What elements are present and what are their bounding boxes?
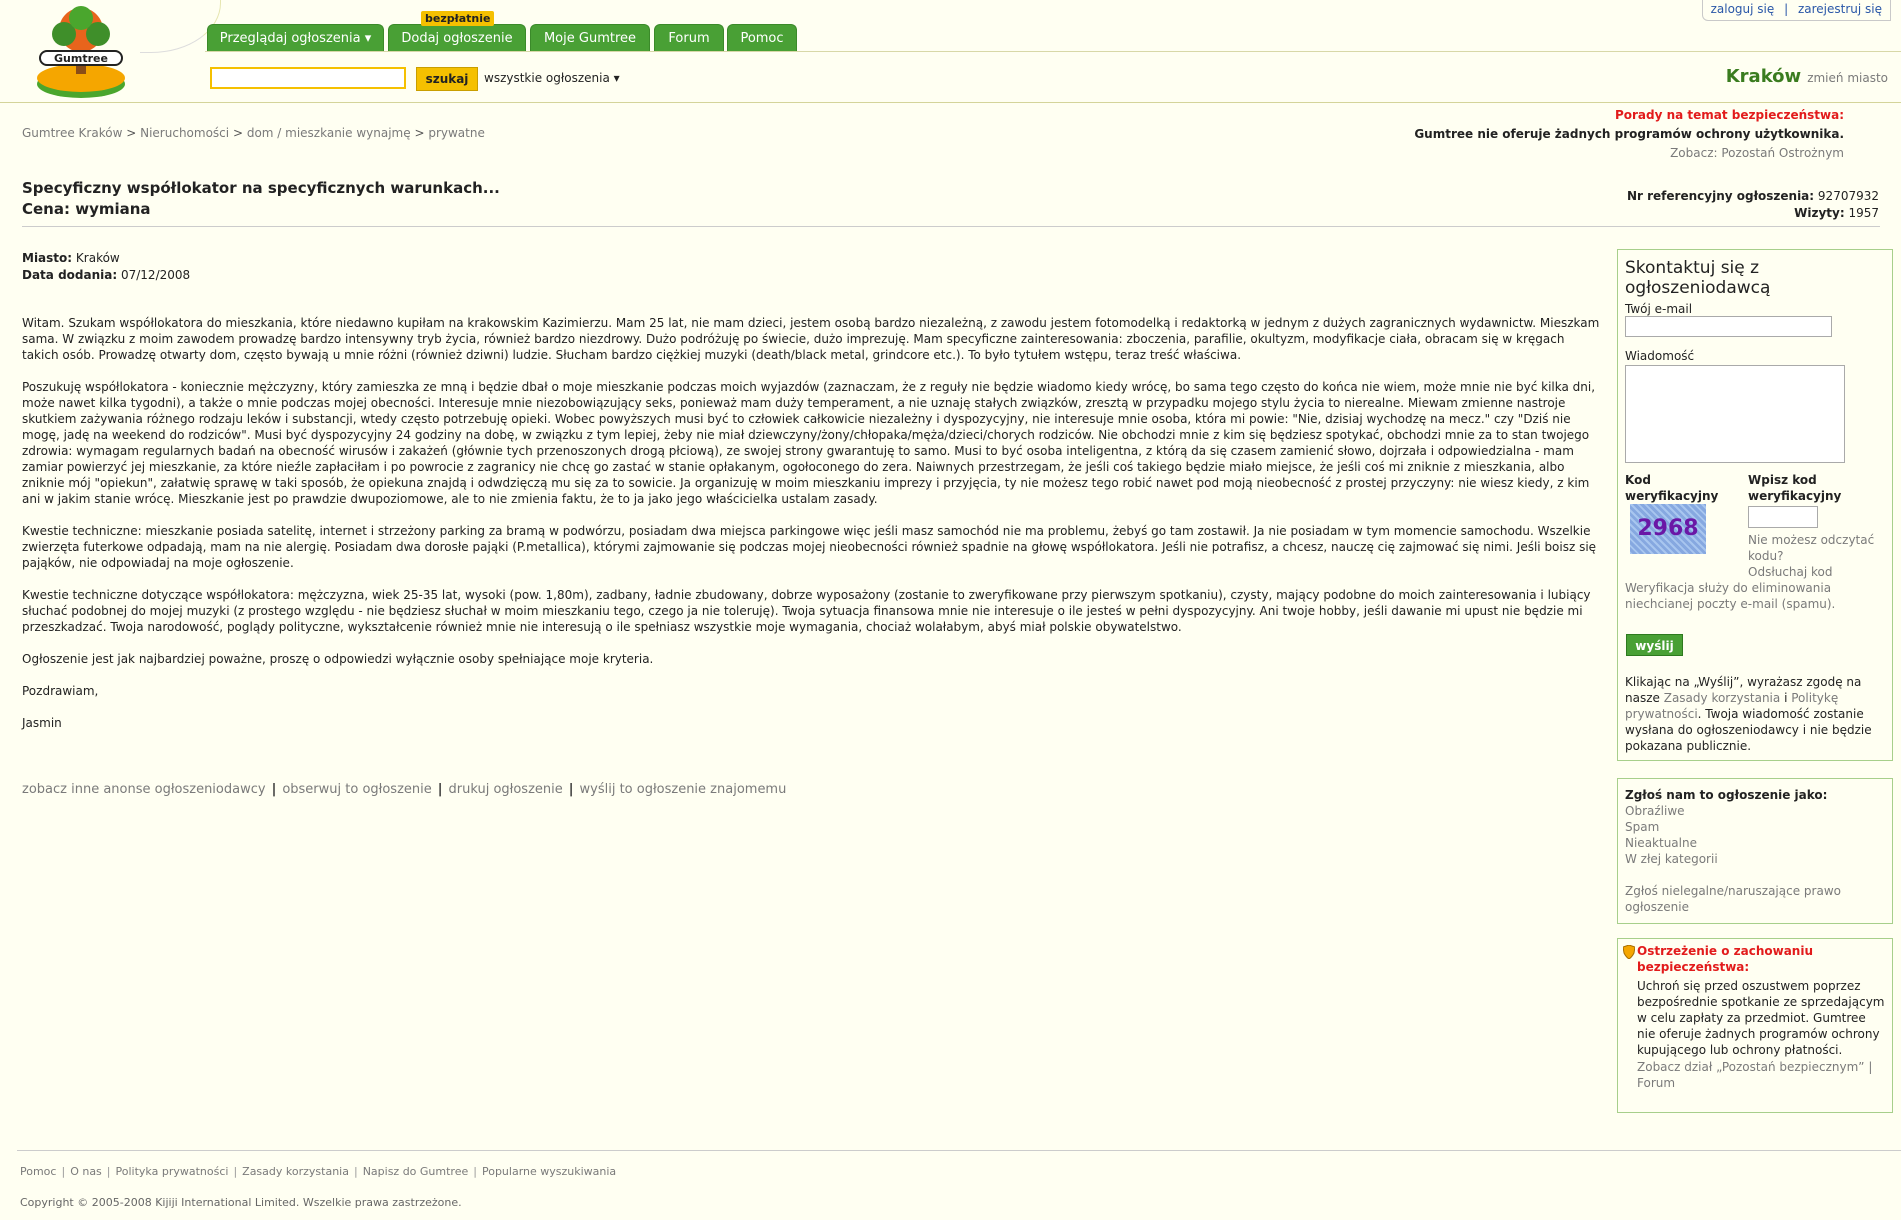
breadcrumb-item[interactable]: Gumtree Kraków — [22, 126, 123, 140]
privacy-link[interactable]: Politykę prywatności — [1625, 691, 1839, 721]
tab-label: Dodaj ogłoszenie — [401, 31, 513, 46]
ref-number: 92707932 — [1817, 189, 1879, 203]
site-header — [0, 0, 1901, 103]
city-label: Miasto: — [22, 251, 73, 265]
separator: | — [568, 782, 574, 797]
footer-links — [20, 1165, 616, 1178]
breadcrumb-separator: > — [232, 126, 243, 140]
separator: | — [1784, 2, 1789, 16]
ad-title-block — [22, 178, 500, 220]
gumtree-logo[interactable] — [30, 4, 132, 100]
tab-label: Moje Gumtree — [543, 31, 637, 46]
consent-text — [1625, 674, 1887, 754]
safety-tip-text: Gumtree nie oferuje żadnych programów ochrony użytkownika. — [1414, 127, 1844, 141]
consent-and: i — [1784, 691, 1788, 705]
shield-icon — [1623, 945, 1635, 959]
safety-warning-box — [1617, 938, 1893, 1113]
terms-link[interactable]: Zasady korzystania — [1663, 691, 1781, 705]
tab-label: Forum — [668, 31, 710, 46]
warning-content — [1637, 943, 1885, 1091]
captcha-help — [1748, 532, 1888, 580]
tab-label: Pomoc — [740, 31, 784, 46]
ad-paragraph: Witam. Szukam współlokatora do mieszkania, które niedawno kupiłam na krakowskim Kazimierzu. Mam 25 lat, nie mam dzieci, jestem osobą bardzo niezależną, z zawodu jestem fotomodelką i redaktorką w jednym z dużych zagranicznych wydawnictw. Mieszkam sama. W związku z moim zawodem prowadzę bardzo intensywny tryb życia, również bardzo niezdrowy. Dużo podróżuję po świecie, dużo imprezuję. Mam specyficzne zainteresowania: zboczenia, parafilie, okultyzm, modyfikacje ciała, obracam się w kręgach takich osób. Prowadzę otwarty dom, często bywają u mnie różni (również dziwni) ludzie. Słucham bardzo ciężkiej muzyki (death/black metal, grindcore etc.). To było tytułem wstępu, teraz treść właściwa. — [22, 316, 1600, 362]
visits-count: 1957 — [1848, 206, 1879, 220]
safety-tip — [1414, 106, 1844, 163]
enter-code-label: Wpisz kod weryfikacyjny — [1748, 473, 1842, 503]
register-link[interactable]: zarejestruj się — [1797, 2, 1882, 16]
divider — [22, 226, 1880, 227]
footer-popular-link[interactable]: Popularne wyszukiwania — [481, 1165, 617, 1178]
ad-paragraph: Jasmin — [22, 716, 62, 730]
other-ads-link[interactable]: zobacz inne anonse ogłoszeniodawcy — [22, 782, 266, 797]
ad-reference — [1627, 188, 1879, 222]
send-button[interactable]: wyślij — [1626, 634, 1683, 656]
separator: | — [271, 782, 277, 797]
tab-label: Przeglądaj ogłoszenia ▾ — [219, 31, 372, 46]
separator: | — [473, 1165, 477, 1178]
breadcrumb-separator: > — [126, 126, 137, 140]
footer-divider — [17, 1150, 1901, 1151]
report-wrong-category[interactable]: W złej kategorii — [1625, 852, 1718, 866]
breadcrumb-item[interactable]: dom / mieszkanie wynajmę — [246, 126, 411, 140]
report-spam[interactable]: Spam — [1625, 820, 1660, 834]
date-label: Data dodania: — [22, 268, 118, 282]
report-offensive[interactable]: Obraźliwe — [1625, 804, 1685, 818]
message-field[interactable] — [1625, 365, 1845, 463]
ad-description — [22, 315, 1600, 747]
send-to-friend-link[interactable]: wyślij to ogłoszenie znajomemu — [579, 782, 787, 797]
current-city: Kraków — [1725, 66, 1802, 87]
tab-my-gumtree[interactable] — [530, 24, 650, 51]
ad-actions — [22, 782, 786, 797]
footer-contact-link[interactable]: Napisz do Gumtree — [362, 1165, 469, 1178]
ad-paragraph: Ogłoszenie jest jak najbardziej poważne, proszę o odpowiedzi wyłącznie osoby spełniające moje kryteria. — [22, 652, 654, 666]
email-label: Twój e-mail — [1625, 302, 1693, 316]
city-selector — [1726, 66, 1888, 87]
safety-tip-title: Porady na temat bezpieczeństwa: — [1614, 108, 1844, 122]
watch-ad-link[interactable]: obserwuj to ogłoszenie — [282, 782, 432, 797]
ad-paragraph: Kwestie techniczne: mieszkanie posiada satelitę, internet i strzeżony parking za bramą w podwórzu, posiadam dwa miejsca parkingowe więc jeśli masz samochód nie ma problemu, żebyś go tam zostawił. Ja nie posiadam w tym momencie samochodu. Wszelkie zwierzęta futerkowe odpadają, mam na nie alergię. Posiadam dwa dorosłe pająki (P.metallica), którymi zajmowanie się podczas mojej nieobecności również spadnie na głowę współlokatora. Jeśli nie potrafisz, a chcesz, nauczę cię zajmować się nimi. Jeśli boisz się pająków, nie odpowiadaj na moje ogłoszenie. — [22, 524, 1597, 570]
safety-tip-link[interactable]: Zobacz: Pozostań Ostrożnym — [1670, 146, 1844, 160]
account-links — [1702, 0, 1891, 21]
report-outdated[interactable]: Nieaktualne — [1625, 836, 1697, 850]
logo-text: Gumtree — [54, 52, 108, 65]
search-button[interactable]: szukaj — [416, 67, 478, 91]
contact-form — [1617, 249, 1893, 761]
login-link[interactable]: zaloguj się — [1710, 2, 1775, 16]
separator: | — [353, 1165, 358, 1178]
price-value: wymiana — [75, 200, 151, 218]
breadcrumb-item[interactable]: prywatne — [428, 126, 485, 140]
ad-meta — [22, 250, 190, 284]
warning-link[interactable]: Zobacz dział „Pozostań bezpiecznym” | Forum — [1637, 1060, 1873, 1090]
report-title: Zgłoś nam to ogłoszenie jako: — [1625, 788, 1828, 802]
ad-paragraph: Kwestie techniczne dotyczące współlokatora: mężczyzna, wiek 25-35 lat, wysoki (pow. 1,80m), zadbany, ładnie zbudowany, dobrze wyposażony (zostanie to zweryfikowane przy pierwszym spotkaniu), czysty, mający podobne do moich zainteresowania i lubiący słuchać podobnej do mojej muzyki (z prostego względu - nie będziesz słuchał w moim mieszkaniu tego, czego ja nie toleruję). Twoja sytuacja finansowa mnie nie interesuje o ile jesteś w pełni dyspozycyjny. Ani twoje hobby, jeśli dawanie mi upust nie będzie mi przeszkadzać. Twoja narodowość, poglądy polityczne, wykształcenie również mnie nie interesują o ile spełniasz wszystkie moje wymagania, chociaż wolałabym, abyś miał polskie obywatelstwo. — [22, 588, 1591, 634]
listen-code-link[interactable]: Odsłuchaj kod — [1748, 565, 1833, 579]
ad-paragraph: Pozdrawiam, — [22, 684, 99, 698]
email-field[interactable] — [1625, 316, 1832, 337]
change-city-link[interactable]: zmień miasto — [1807, 71, 1888, 85]
footer-privacy-link[interactable]: Polityka prywatności — [115, 1165, 229, 1178]
tab-help[interactable] — [727, 24, 797, 51]
date-value: 07/12/2008 — [120, 268, 191, 282]
report-illegal[interactable]: Zgłoś nielegalne/naruszające prawo ogłoszenie — [1625, 884, 1841, 914]
breadcrumb-separator: > — [414, 126, 425, 140]
verification-note: Weryfikacja służy do eliminowania niechcianej poczty e-mail (spamu). — [1625, 581, 1836, 611]
cant-read-link[interactable]: Nie możesz odczytać kodu? — [1748, 533, 1875, 563]
separator: | — [437, 782, 443, 797]
captcha-input[interactable] — [1748, 506, 1818, 528]
tab-forum[interactable] — [654, 24, 724, 51]
separator: | — [233, 1165, 238, 1178]
copyright: Copyright © 2005-2008 Kijiji International Limited. Wszelkie prawa zastrzeżone. — [20, 1196, 462, 1209]
contact-title: Skontaktuj się z ogłoszeniodawcą — [1625, 258, 1771, 298]
consent-post: . Twoja wiadomość zostanie wysłana do ogłoszeniodawcy i nie będzie pokazana publicznie. — [1625, 707, 1872, 753]
footer-help-link[interactable]: Pomoc — [20, 1165, 57, 1178]
search-scope-dropdown[interactable]: wszystkie ogłoszenia ▾ — [484, 71, 620, 85]
ad-title: Specyficzny współlokator na specyficznych warunkach... — [22, 179, 500, 197]
ref-label: Nr referencyjny ogłoszenia: — [1626, 189, 1815, 203]
city-value: Kraków — [75, 251, 120, 265]
free-badge: bezpłatnie — [421, 11, 494, 26]
tab-browse-ads[interactable] — [207, 24, 384, 51]
separator: | — [106, 1165, 111, 1178]
consent-pre: Klikając na „Wyślij”, wyrażasz zgodę na nasze — [1625, 675, 1862, 705]
visits-label: Wizyty: — [1794, 206, 1845, 220]
message-label: Wiadomość — [1625, 349, 1695, 363]
separator: | — [61, 1165, 66, 1178]
warning-text: Uchroń się przed oszustwem poprzez bezpośrednie spotkanie ze sprzedającym w celu zapłaty za przedmiot. Gumtree nie oferuje żadnych programów ochrony kupującego lub ochrony płatności. — [1637, 979, 1885, 1057]
code-label: Kod weryfikacyjny — [1625, 473, 1719, 503]
captcha-image: 2968 — [1630, 504, 1706, 554]
tab-add-ad[interactable] — [388, 24, 526, 51]
footer-about-link[interactable]: O nas — [70, 1165, 102, 1178]
report-box — [1617, 778, 1893, 924]
ad-paragraph: Poszukuję współlokatora - koniecznie mężczyzny, który zamieszka ze mną i będzie dbał o moje mieszkanie podczas moich wyjazdów (zaznaczam, że z reguły nie będzie wiadomo kiedy wrócę, bo sama tego często do końca nie wiem, może mnie nie być kilka dni, może nawet kilka tygodni), a także o mnie podczas mojej obecności. Interesuje mnie niezobowiązujący seks, ponieważ mam duży temperament, a nie uznaję stałych związków, zresztą w przypadku mojego stylu życia to nierealne. Miewam zmienne nastroje skutkiem zażywania różnego rodzaju leków i substancji, wtedy często potrzebuję opieki. Wobec powyższych musi być to człowiek całkowicie niezależny i dyspozycyjny, nie interesuje mnie osoba, która mi powie: "Nie, dzisiaj wychodzę na mecz." czy "Dziś nie mogę, jadę na weekend do rodziców". Musi być dyspozycyjny 24 godziny na dobę, w związku z tym lepiej, żeby nie miał dziewczyny/żony/chłopaka/męża/dzieci/chorych rodziców. Nie obchodzi mnie z kim się będziesz spotykać, obchodzi mnie za to stan twojego zdrowia: wymagam regularnych badań na obecność wirusów i zakażeń (głównie tych przenoszonych drogą płciową), ze swojej strony gwarantuję to samo. Musi to być osoba inteligentna, z którą da się czasem zamienić słowo, dojrzała i odpowiedzialna - mam zamiar powierzyć jej mieszkanie, za które nieźle zapłaciłam i po powrocie z zagranicy nie chcę go zastać w stanie opłakanym, ogołoconego do zera. Naiwnych przestrzegam, że jeśli coś takiego będzie miało miejsce, że jeśli coś mi zniknie z mieszkania, albo zniknie mój "opiekun", załatwię sprawę w taki sposób, że opiekuna znajdą i odwdzięczą mu się za to sowicie. Ja organizuję w moim mieszkaniu imprezy i przyjęcia, ty nie możesz tego robić nawet pod moją nieobecność z prostej przyczyny: nie wiesz kiedy, z kim ani w jakim stanie wrócę. Mieszkanie jest po prawdzie dwupoziomowe, ale to nie zmienia faktu, że to ja jako jego właścicielka ustalam zasady. — [22, 380, 1596, 506]
price-label: Cena: — [22, 200, 70, 218]
breadcrumb — [22, 126, 485, 140]
breadcrumb-item[interactable]: Nieruchomości — [140, 126, 230, 140]
print-ad-link[interactable]: drukuj ogłoszenie — [448, 782, 563, 797]
ad-price — [22, 199, 500, 220]
search-input[interactable] — [210, 67, 406, 89]
warning-title: Ostrzeżenie o zachowaniu bezpieczeństwa: — [1637, 944, 1814, 974]
footer-terms-link[interactable]: Zasady korzystania — [242, 1165, 349, 1178]
